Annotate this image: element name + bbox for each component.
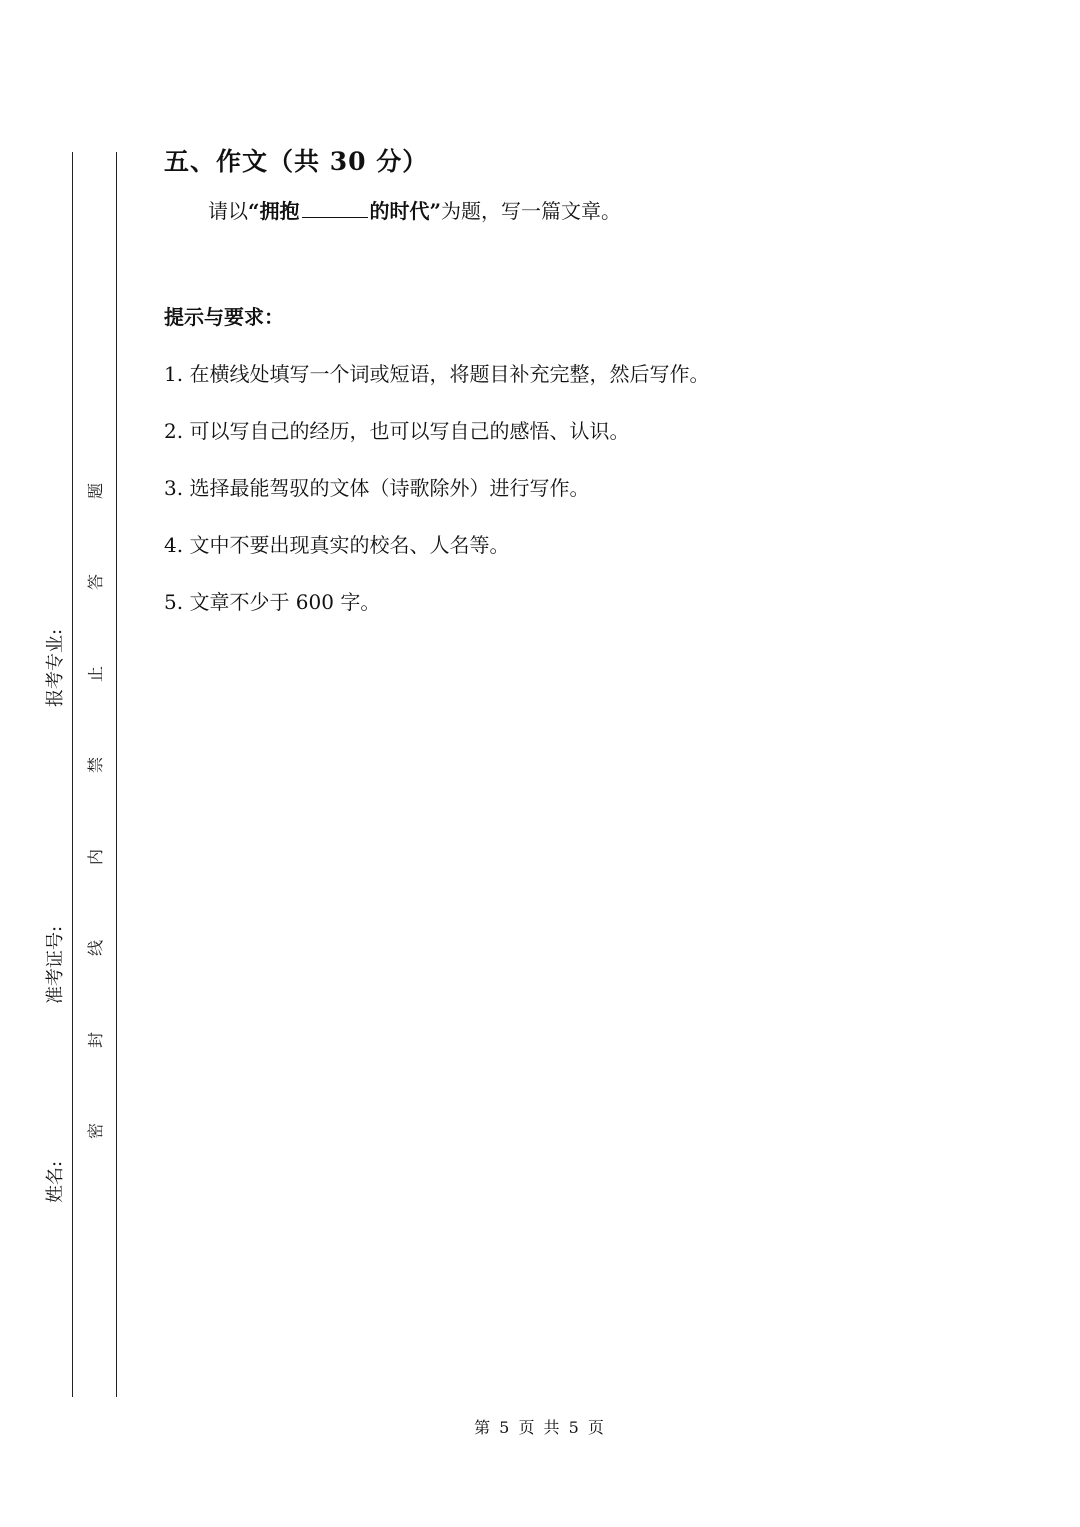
notice-char: 封	[86, 1032, 105, 1049]
requirements-title: 提示与要求：	[164, 305, 284, 329]
notice-char: 禁	[86, 757, 105, 774]
prompt-quote-open: “拥抱	[248, 199, 300, 223]
ticket-number-field-label: 准考证号:	[45, 925, 66, 1004]
requirement-item: 5. 文章不少于 600 字。	[164, 590, 381, 614]
name-field-label: 姓名:	[45, 1160, 66, 1203]
notice-char: 线	[86, 940, 105, 957]
requirement-item: 2. 可以写自己的经历，也可以写自己的感悟、认识。	[164, 419, 630, 443]
requirement-item: 4. 文中不要出现真实的校名、人名等。	[164, 533, 510, 557]
notice-char: 题	[86, 483, 105, 500]
prompt-suffix: 为题，写一篇文章。	[441, 199, 622, 223]
notice-char: 止	[86, 666, 105, 683]
essay-prompt	[208, 195, 621, 224]
section-title: 五、作文（共 30 分）	[164, 147, 429, 176]
title-blank	[302, 199, 368, 218]
prompt-quote-close: 的时代”	[369, 199, 442, 223]
prompt-prefix: 请以	[208, 199, 248, 223]
notice-char: 答	[86, 574, 105, 591]
notice-char: 内	[86, 849, 105, 866]
requirement-item: 3. 选择最能驾驭的文体（诗歌除外）进行写作。	[164, 476, 590, 500]
major-field-label: 报考专业:	[45, 628, 66, 707]
notice-char: 密	[86, 1123, 105, 1140]
page-number: 第 5 页 共 5 页	[474, 1418, 606, 1437]
outer-binding-line	[72, 152, 73, 1397]
inner-binding-line	[116, 152, 117, 1397]
requirement-item: 1. 在横线处填写一个词或短语，将题目补充完整，然后写作。	[164, 362, 710, 386]
